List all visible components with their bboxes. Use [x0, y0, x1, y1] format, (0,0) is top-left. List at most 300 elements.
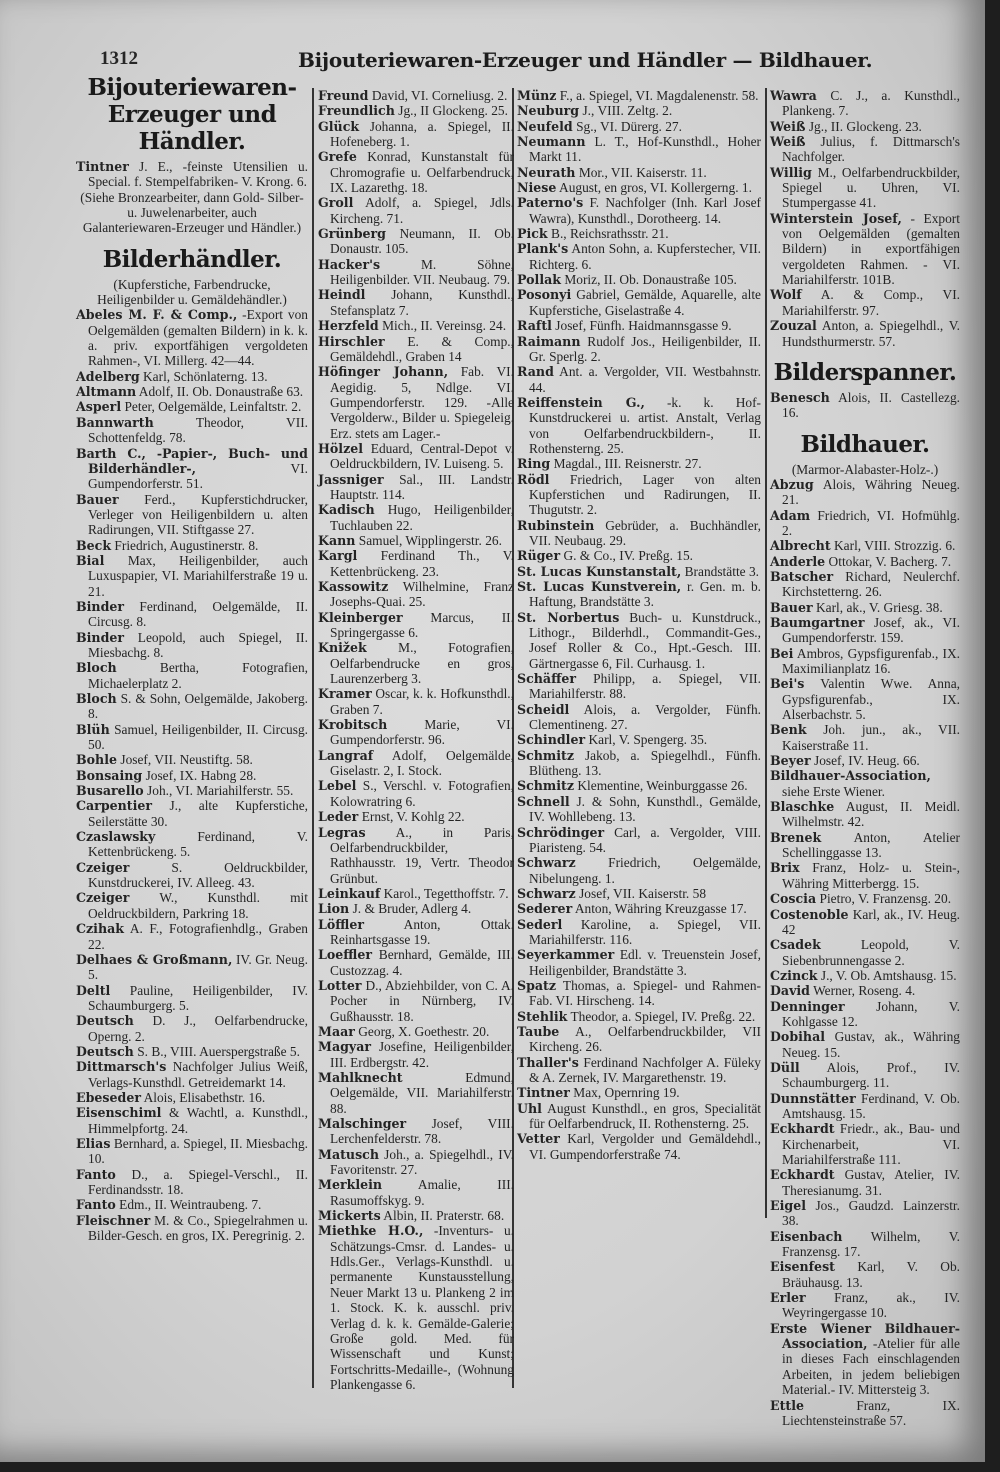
entry-details: S. B., VIII. Auerspergstraße 5.	[137, 1043, 300, 1059]
entry-details: Ferdinand, Oelgemälde, II. Circusg. 8.	[88, 598, 308, 630]
entry-details: D., Abziehbilder, von C. A. Pocher in Nürnberg, IV. Gußhausstr. 18.	[330, 977, 515, 1024]
entry-details: Anton, a. Spiegelhdl., V. Hundsthurmerstr. 57.	[782, 318, 960, 349]
directory-entry	[517, 119, 761, 134]
entry-details: D., a. Spiegel-Verschl., II. Ferdinandsstr. 18.	[88, 1166, 308, 1197]
entry-details: Alois, II. Castellezg. 16.	[782, 389, 960, 421]
directory-entry	[318, 472, 514, 503]
entry-details: Eduard, Central-Depot v. Oeldruckbildern, IV. Luiseng. 5.	[330, 440, 514, 472]
directory-entry	[517, 1101, 761, 1132]
entry-details: Ernst, V. Kohlg 22.	[361, 809, 465, 825]
entry-details: Oscar, k. k. Hofkunsthdl., Graben 7.	[330, 686, 514, 717]
directory-entry	[517, 180, 761, 195]
directory-entry	[517, 825, 761, 856]
entry-name: Raftl	[517, 318, 552, 334]
directory-entry	[76, 660, 308, 691]
entry-details: Johann, V. Kohlgasse 12.	[782, 998, 960, 1029]
entry-details: Max, Heiligenbilder, auch Luxuspapier, VI. Mariahilferstraße 19 u. 21.	[88, 552, 308, 599]
directory-entry	[76, 952, 308, 983]
directory-entry	[76, 369, 308, 384]
entry-name: St. Lucas Kunstanstalt,	[517, 563, 682, 579]
entry-details: Ferd., Kupferstichdrucker, Verleger von Heiligenbildern u. alten Radirungen, VII. Stiftgasse 27.	[88, 491, 308, 538]
directory-entry	[318, 502, 514, 533]
directory-entry	[318, 334, 514, 365]
entry-name: Czihak	[76, 921, 125, 937]
entry-name: Herzfeld	[318, 318, 379, 334]
column-3	[517, 88, 761, 1162]
directory-entry	[318, 610, 514, 641]
directory-entry	[770, 983, 960, 998]
entry-details: Karl, Vergolder und Gemäldehdl., VI. Gumpendorferstraße 74.	[529, 1131, 761, 1162]
entry-details: Wilhelm, V. Franzensg. 17.	[782, 1228, 961, 1260]
entry-details: S. Oeldruckbilder, Kunstdruckerei, IV. Alleeg. 43.	[88, 859, 308, 891]
directory-entry	[517, 1024, 761, 1055]
directory-entry	[517, 134, 761, 165]
entry-details: M., Oelfarbendruckbilder, Spiegel u. Uhren, VI. Stumpergasse 41.	[782, 164, 960, 211]
entry-name: Adelberg	[76, 368, 140, 384]
entry-name: Brix	[770, 860, 800, 876]
directory-entry	[76, 384, 308, 399]
entry-details: E. & Comp., Gemäldehdl., Graben 14	[330, 333, 514, 364]
entry-details: J., VIII. Zeltg. 2.	[582, 103, 673, 119]
entry-details: Samuel, Heiligenbilder, II. Circusg. 50.	[88, 721, 308, 753]
entry-name: Hacker's	[318, 256, 381, 272]
entry-name: Niese	[517, 180, 557, 196]
directory-entry	[76, 1167, 308, 1198]
entry-name: Spatz	[517, 977, 557, 993]
directory-entry	[318, 686, 514, 717]
directory-entry	[770, 1060, 960, 1091]
entry-name: Bial	[76, 552, 105, 568]
entry-details: August Kunsthdl., en gros, Specialität für Oelfarbendruck, II. Rothensterng. 25.	[529, 1100, 761, 1132]
entry-name: Tintner	[76, 159, 129, 174]
entry-name: Anderle	[770, 553, 826, 569]
directory-entry	[318, 257, 514, 288]
directory-entry	[318, 1039, 514, 1070]
entry-name: Lebel	[318, 778, 357, 794]
directory-entry	[770, 1321, 960, 1398]
directory-entry	[517, 978, 761, 1009]
directory-entry	[770, 753, 960, 768]
directory-entry	[770, 390, 960, 421]
directory-entry	[318, 88, 514, 103]
entry-name: Weiß	[770, 118, 806, 134]
directory-entry	[76, 1105, 308, 1136]
entry-details: Johanna, a. Spiegel, II. Hofeneberg. 1.	[330, 118, 514, 150]
entry-details: Josef, IV. Heug. 66.	[813, 753, 920, 769]
directory-entry	[770, 999, 960, 1030]
entry-name: Rand	[517, 364, 554, 380]
entry-name: Leder	[318, 809, 359, 825]
directory-entry	[517, 947, 761, 978]
entry-name: Tintner	[517, 1085, 570, 1101]
entry-name: Albrecht	[770, 538, 831, 554]
entry-name: Leinkauf	[318, 885, 381, 901]
entry-name: Eckhardt	[770, 1167, 835, 1183]
entry-details: S. & Sohn, Oelgemälde, Jakoberg. 8.	[88, 691, 308, 722]
directory-entry	[76, 599, 308, 630]
entry-name: Neurath	[517, 164, 576, 180]
directory-entry	[770, 1259, 960, 1290]
entry-details: Anton, Atelier Schellinggasse 13.	[782, 829, 960, 861]
entry-details: M. Söhne, Heiligenbilder. VII. Neubaug. 79.	[330, 256, 514, 288]
entry-details: W., Kunsthdl. mit Oeldruckbildern, Parkring 18.	[88, 890, 308, 921]
entry-details: J., V. Ob. Amtshausg. 15.	[820, 967, 957, 983]
entry-details: r. Gen. m. b. Haftung, Brandstätte 3.	[529, 579, 761, 610]
entry-name: Seyerkammer	[517, 947, 615, 963]
directory-entry	[517, 794, 761, 825]
entry-name: Erste Wiener Bildhauer-Association,	[770, 1320, 960, 1352]
entry-name: Pick	[517, 226, 548, 242]
entry-details: Anton, Währing Kreuzgasse 17.	[574, 901, 747, 917]
entry-details: Ferdinand Th., V. Kettenbrückeng. 23.	[330, 548, 514, 579]
entry-details: Josef, VIII. Lerchenfelderstr. 78.	[330, 1116, 514, 1147]
entry-name: Freundlich	[318, 103, 395, 119]
entry-details: Julius, f. Dittmarsch's Nachfolger.	[782, 134, 960, 165]
column-divider	[765, 88, 767, 1218]
entry-details: A., Oelfarbendruckbilder, VII Kircheng. 26.	[529, 1023, 761, 1055]
directory-entry	[770, 554, 960, 569]
entry-name: Bloch	[76, 660, 117, 676]
directory-entry	[770, 1198, 960, 1229]
entry-details: Thomas, a. Spiegel- und Rahmen-Fab. VI. Hirscheng. 14.	[529, 977, 761, 1009]
entry-details: A., in Paris, Oelfarbendruckbilder, Rathhausstr. 19, Vertr. Theodor Grünbut.	[330, 824, 514, 886]
directory-entry	[76, 553, 308, 599]
entry-details: Mor., VII. Kaiserstr. 11.	[578, 164, 707, 180]
directory-entry	[770, 768, 960, 799]
entry-name: Ebeseder	[76, 1089, 141, 1105]
entry-name: Kadisch	[318, 502, 375, 518]
entry-name: Winterstein Josef,	[770, 210, 902, 226]
section-heading: Bilderhändler.	[102, 245, 282, 273]
entry-name: Schrödinger	[517, 824, 605, 840]
entry-name: Ettle	[770, 1397, 805, 1413]
entry-details: M. & Co., Spiegelrahmen u. Bilder-Gesch. en gros, IX. Peregrinig. 2.	[88, 1212, 308, 1244]
entry-name: Barth C., -Papier-, Buch- und Bilderhändler-,	[76, 445, 308, 476]
entry-details: Edl. v. Treuenstein Josef, Heiligenbilder, Brandstätte 3.	[529, 947, 761, 978]
entry-name: Busarello	[76, 783, 144, 799]
directory-entry	[517, 917, 761, 948]
entry-details: Max, Opernring 19.	[573, 1085, 680, 1101]
entry-name: Groll	[318, 195, 354, 211]
entry-name: Magyar	[318, 1039, 372, 1055]
entry-details: Josef, Fünfh. Haidmannsgasse 9.	[555, 318, 732, 334]
entry-name: Grünberg	[318, 226, 386, 242]
entry-name: Merklein	[318, 1177, 383, 1193]
entry-name: Deutsch	[76, 1043, 134, 1059]
directory-entry	[76, 860, 308, 891]
entry-name: Dittmarsch's	[76, 1059, 167, 1075]
entry-details: siehe Erste Wiener.	[782, 783, 885, 799]
entry-details: IV. Gr. Neug. 5.	[88, 951, 308, 983]
entry-name: Neumann	[517, 134, 586, 150]
entry-name: Eigel	[770, 1198, 806, 1214]
directory-entry	[76, 1197, 308, 1212]
entry-name: Kann	[318, 532, 356, 548]
directory-entry	[76, 798, 308, 829]
entry-name: Carpentier	[76, 798, 153, 814]
entry-name: Hölzel	[318, 440, 364, 456]
entry-name: St. Lucas Kunstverein,	[517, 579, 682, 594]
entry-details: Josefine, Heiligenbilder, III. Erdbergstr. 42.	[330, 1039, 514, 1070]
entry-name: Bonsaing	[76, 767, 143, 783]
directory-entry	[770, 1290, 960, 1321]
entry-name: Dunnstätter	[770, 1090, 856, 1106]
directory-entry	[76, 399, 308, 414]
entry-details: Jakob, a. Spiegelhdl., Fünfh. Blütheng. 13.	[529, 747, 761, 779]
entry-details: Amalie, III. Rasumoffskyg. 9.	[330, 1177, 514, 1208]
directory-entry	[76, 1059, 308, 1090]
directory-entry	[770, 1398, 960, 1429]
entry-name: Heindl	[318, 287, 366, 303]
directory-entry	[318, 1070, 514, 1116]
entry-name: Eisenbach	[770, 1228, 843, 1244]
entry-name: Elias	[76, 1135, 111, 1151]
directory-entry	[517, 195, 761, 226]
entry-name: Dobihal	[770, 1029, 826, 1045]
entry-details: Ant. a. Vergolder, VII. Westbahnstr. 44.	[529, 364, 761, 395]
running-title: Bijouteriewaren-Erzeuger und Händler — Bildhauer.	[298, 48, 873, 72]
entry-details: Neumann, II. Ob. Donaustr. 105.	[330, 226, 514, 257]
entry-name: Zouzal	[770, 318, 817, 334]
entry-details: Moriz, II. Ob. Donaustraße 105.	[564, 272, 737, 288]
directory-entry	[76, 630, 308, 661]
entry-name: Schäffer	[517, 671, 577, 687]
directory-entry	[318, 579, 514, 610]
entry-details: Ottokar, V. Bacherg. 7.	[828, 553, 952, 569]
directory-entry	[76, 829, 308, 860]
entry-name: Abzug	[770, 476, 814, 492]
entry-details: Franz, Holz- u. Stein-, Währing Mitterbergg. 15.	[782, 860, 960, 891]
entry-details: Rudolf Jos., Heiligenbilder, II. Gr. Sperlg. 2.	[529, 333, 761, 364]
directory-entry	[76, 1213, 308, 1244]
entry-details: Friedrich, Oelgemälde, Nibelungeng. 1.	[529, 855, 761, 886]
directory-entry	[517, 564, 761, 579]
entry-details: J. & Sohn, Kunsthdl., Gemälde, IV. Wohllebeng. 13.	[529, 793, 761, 825]
entry-details: Karl, Schönlaterng. 13.	[143, 368, 268, 384]
directory-entry	[770, 211, 960, 288]
entry-details: J. & Bruder, Adlerg 4.	[352, 901, 472, 917]
entry-name: Bei's	[770, 676, 805, 692]
directory-entry	[770, 1121, 960, 1167]
entry-name: Schnell	[517, 793, 570, 809]
entry-details: Theodor, a. Spiegel, IV. Preßg. 22.	[570, 1008, 756, 1024]
entry-details: Sg., VI. Dürerg. 27.	[576, 118, 682, 134]
entry-name: Knižek	[318, 640, 367, 656]
directory-entry	[76, 415, 308, 446]
entry-details: -Inventurs- u. Schätzungs-Cmsr. d. Landes- u. Hdls.Ger., Verlags-Kunsthdl. u. permanente Kunstausstellung, Neuer Markt 13 u. Plankeng 2 im 1. Stock. K. k. ausschl. priv. Verlag d. k. k. Gemälde-Galerie; Große gold. Med. für Wissenschaft und Kunst; Fortschritts-Medaille-, (Wohnung Plankengasse 6.	[330, 1223, 514, 1392]
entry-name: David	[770, 983, 810, 999]
entry-name: Baumgartner	[770, 614, 865, 630]
directory-entry	[76, 1136, 308, 1167]
entry-details: Philipp, a. Spiegel, VII. Mariahilferstr. 88.	[529, 671, 761, 702]
directory-entry	[318, 533, 514, 548]
entry-name: Neuburg	[517, 103, 580, 119]
entry-name: Beck	[76, 537, 112, 553]
entry-name: Czeiger	[76, 859, 130, 875]
entry-details: Alois, Elisabethstr. 16.	[143, 1089, 266, 1105]
directory-entry	[770, 891, 960, 906]
entry-name: Münz	[517, 88, 557, 103]
entry-details: Sal., III. Landstr. Hauptstr. 114.	[330, 471, 514, 502]
directory-entry	[318, 640, 514, 686]
directory-entry	[517, 272, 761, 287]
entry-details: & Wachtl, a. Kunsthdl., Himmelpfortg. 24.	[88, 1105, 308, 1136]
entry-name: Blüh	[76, 721, 110, 737]
entry-details: Alois, a. Vergolder, Fünfh. Clementineng. 27.	[529, 701, 761, 733]
entry-name: Bannwarth	[76, 414, 154, 430]
directory-entry	[770, 1091, 960, 1122]
entry-name: Czinck	[770, 967, 818, 983]
entry-details: Theodor, VII. Schottenfeldg. 78.	[88, 414, 308, 446]
entry-details: Leopold, V. Siebenbrunnengasse 2.	[782, 937, 960, 968]
entry-details: VI. Gumpendorferstr. 51.	[88, 460, 308, 492]
directory-entry	[517, 318, 761, 333]
entry-details: Alois, Währing Neueg. 21.	[782, 476, 960, 508]
entry-name: Rubinstein	[517, 517, 595, 533]
directory-entry	[318, 947, 514, 978]
entry-name: Wolf	[770, 287, 802, 303]
entry-name: Vetter	[517, 1131, 560, 1147]
entry-details: Josef, IX. Habng 28.	[145, 767, 257, 783]
directory-entry	[76, 492, 308, 538]
directory-entry	[318, 226, 514, 257]
column-4	[770, 88, 960, 1428]
directory-entry	[76, 983, 308, 1014]
entry-details: A. & Comp., VI. Mariahilferstr. 97.	[782, 287, 961, 318]
directory-entry	[517, 1009, 761, 1024]
directory-entry	[517, 518, 761, 549]
directory-entry	[770, 646, 960, 677]
entry-name: Bauer	[76, 491, 119, 507]
directory-entry	[76, 890, 308, 921]
entry-name: Paterno's	[517, 195, 584, 211]
entry-name: Maar	[318, 1023, 355, 1039]
entry-name: Reiffenstein G.,	[517, 394, 645, 410]
directory-entry	[517, 610, 761, 671]
entry-name: Schindler	[517, 732, 586, 748]
directory-entry	[770, 722, 960, 753]
entry-name: Eisenschiml	[76, 1105, 162, 1121]
directory-entry	[76, 691, 308, 722]
entry-name: Czeiger	[76, 890, 130, 906]
directory-entry	[517, 1131, 761, 1162]
directory-entry	[517, 901, 761, 916]
column-divider	[312, 88, 314, 1388]
entry-details: August, en gros, VI. Kollergerng. 1.	[559, 180, 752, 196]
entry-details: Brandstätte 3.	[684, 563, 759, 579]
directory-entry	[517, 886, 761, 901]
entry-details: Albin, II. Praterstr. 68.	[383, 1208, 505, 1224]
entry-details: B., Reichsrathsstr. 21.	[551, 226, 669, 242]
entry-name: Delhaes & Großmann,	[76, 951, 233, 967]
entry-details: Friedrich, VI. Hofmühlg. 2.	[782, 507, 960, 538]
directory-entry	[318, 441, 514, 472]
entry-details: August, II. Meidl. Wilhelmstr. 42.	[782, 799, 960, 830]
entry-name: Benesch	[770, 389, 830, 405]
entry-name: Krobitsch	[318, 717, 388, 733]
entry-details: Edmund, Oelgemälde, VII. Mariahilferstr. 88.	[330, 1070, 514, 1116]
directory-entry	[318, 1208, 514, 1223]
directory-entry	[770, 88, 960, 119]
directory-entry	[318, 103, 514, 118]
directory-entry	[517, 778, 761, 793]
entry-name: Höfinger Johann,	[318, 364, 449, 380]
entry-details: Joh., a. Spiegelhdl., IV. Favoritenstr. 27.	[330, 1146, 514, 1178]
entry-name: Bloch	[76, 691, 117, 706]
entry-details: Jg., II. Glockeng. 23.	[808, 118, 922, 134]
directory-entry	[318, 195, 514, 226]
entry-details: F. Nachfolger (Inh. Karl Josef Wawra), Kunsthdl., Dorotheerg. 14.	[529, 195, 761, 226]
section-heading: Bildhauer.	[800, 430, 930, 458]
directory-entry	[770, 119, 960, 134]
entry-name: Eisenfest	[770, 1259, 835, 1275]
entry-details: Leopold, auch Spiegel, II. Miesbachg. 8.	[88, 629, 308, 660]
page-number: 1312	[100, 48, 138, 69]
section-note: (Kupferstiche, Farbendrucke, Heiligenbilder u. Gemäldehändler.)	[97, 276, 287, 308]
entry-details: Ferdinand, V. Kettenbrückeng. 5.	[88, 829, 308, 860]
entry-details: Jos., Gaudzd. Lainzerstr. 38.	[782, 1198, 960, 1229]
entry-name: Taube	[517, 1023, 560, 1039]
entry-details: L. T., Hof-Kunsthdl., Hoher Markt 11.	[529, 134, 761, 165]
directory-entry	[770, 1029, 960, 1060]
directory-entry	[76, 446, 308, 492]
directory-entry	[318, 548, 514, 579]
entry-details: Magdal., III. Reisnerstr. 27.	[553, 456, 702, 472]
entry-name: Grefe	[318, 149, 357, 165]
entry-name: Weiß	[770, 134, 806, 150]
entry-details: Mich., II. Vereinsg. 24.	[382, 318, 507, 334]
entry-name: Kleinberger	[318, 609, 403, 625]
entry-name: Deutsch	[76, 1013, 134, 1029]
entry-details: Edm., II. Weintraubeng. 7.	[119, 1197, 262, 1213]
entry-name: Czaslawsky	[76, 829, 156, 845]
entry-details: Nachfolger Julius Weiß, Verlags-Kunsthdl. Getreidemarkt 14.	[88, 1059, 308, 1090]
entry-details: Adolf, II. Ob. Donaustraße 63.	[138, 384, 304, 400]
entry-name: Jassniger	[318, 471, 384, 487]
entry-details: A. F., Fotografienhdlg., Graben 22.	[88, 921, 309, 952]
entry-details: -Atelier für alle in dieses Fach einschlagenden Arbeiten, in jedem beliebigen Material.- IV. Mittersteig 3.	[782, 1336, 960, 1398]
entry-name: Freund	[318, 88, 369, 103]
section-heading: Bilderspanner.	[773, 358, 957, 386]
directory-entry	[517, 241, 761, 272]
entry-details: Adolf, Oelgemälde, Giselastr. 2, I. Stock.	[330, 747, 514, 779]
entry-details: Bernhard, a. Spiegel, II. Miesbachg. 10.	[88, 1135, 308, 1167]
entry-details: Franz, IX. Liechtensteinstraße 57.	[782, 1397, 960, 1428]
entry-details: Konrad, Kunstanstalt für Chromografie u. Oelfarbendruck, IX. Lazarethg. 18.	[330, 149, 514, 196]
entry-name: Hirschler	[318, 333, 385, 349]
entry-details: Karoline, a. Spiegel, VII. Mariahilferstr. 116.	[529, 916, 761, 947]
entry-details: Peter, Oelgemälde, Leinfaltstr. 2.	[124, 399, 302, 415]
directory-entry	[517, 1055, 761, 1086]
entry-name: Fleischner	[76, 1212, 151, 1228]
entry-details: Josef, ak., VI. Gumpendorferstr. 159.	[782, 614, 960, 646]
directory-entry	[517, 334, 761, 365]
directory-entry	[517, 702, 761, 733]
directory-entry	[318, 287, 514, 318]
directory-entry	[770, 615, 960, 646]
section-note: (Siehe Bronzearbeiter, dann Gold- Silber- u. Juwelenarbeiter, auch Galanteriewaren-Erzeuger und Händler.)	[80, 189, 304, 236]
directory-entry	[770, 968, 960, 983]
directory-entry	[517, 472, 761, 518]
entry-details: Karl, ak., V. Griesg. 38.	[815, 599, 943, 615]
entry-details: J. E., -feinste Utensilien u. Special. f. Stempelfabriken- V. Krong. 6.	[88, 159, 308, 190]
entry-details: G. & Co., IV. Preßg. 15.	[563, 548, 694, 564]
directory-entry	[517, 226, 761, 241]
directory-entry	[318, 318, 514, 333]
entry-name: Rödl	[517, 471, 550, 487]
entry-name: Mahlknecht	[318, 1070, 403, 1085]
entry-details: J., alte Kupferstiche, Seilerstätte 30.	[88, 798, 308, 829]
